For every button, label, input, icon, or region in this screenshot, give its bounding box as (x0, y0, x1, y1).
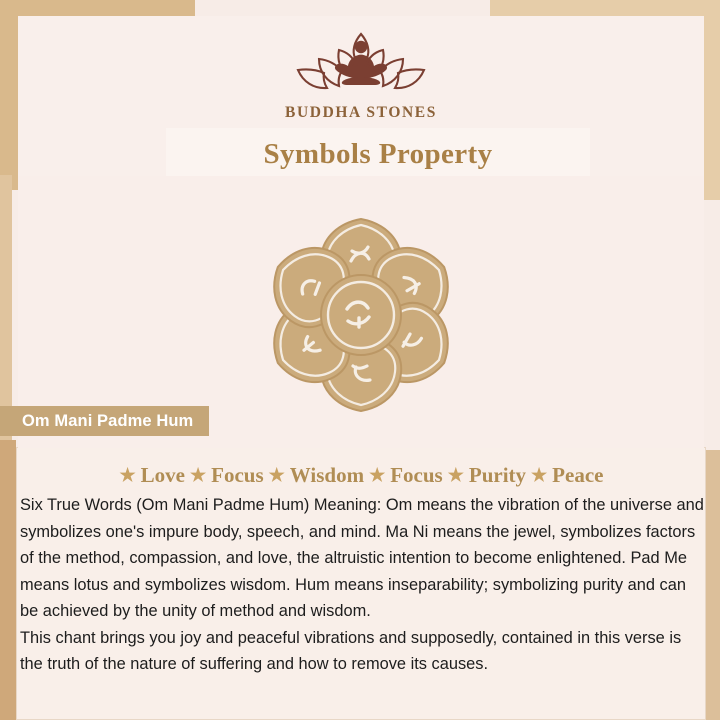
brand-logo (18, 30, 704, 122)
frame-decoration-bottom-right (706, 450, 720, 720)
page-title: Symbols Property (263, 137, 493, 170)
keyword-item (366, 463, 445, 488)
keyword-item (445, 463, 528, 488)
frame-decoration-top-right (490, 0, 720, 16)
keyword-label: Wisdom (289, 462, 365, 487)
keyword-label: Peace (552, 462, 604, 487)
brand-name: BUDDHA STONES (285, 104, 437, 121)
keyword-list (16, 458, 706, 492)
star-icon: ★ (119, 464, 136, 485)
keyword-label: Focus (390, 462, 443, 487)
star-icon: ★ (531, 464, 548, 485)
description-paragraph-2: This chant brings you joy and peaceful vibrations and supposedly, contained in this verse is the truth of the nature of suffering and how to remove its causes. (20, 628, 682, 674)
badge-label: Om Mani Padme Hum (22, 411, 194, 430)
status-badge (0, 406, 209, 436)
star-icon: ★ (268, 464, 285, 485)
star-icon: ★ (190, 464, 207, 485)
keyword-item (117, 463, 187, 488)
description-text (20, 492, 704, 678)
page-title-band (166, 128, 590, 180)
lotus-meditation-icon (286, 30, 436, 100)
keyword-label: Focus (211, 462, 264, 487)
description-paragraph-1: Six True Words (Om Mani Padme Hum) Meaning: Om means the vibration of the universe and symbolizes one's impure body, speech, and mind. Ma Ni means the jewel, symbolizes factors of the method, compassion, and love, the altruistic intention to become enlightened. Pad Me means lotus and symbolizes wisdom. Hum means inseparability; symbolizing purity and can be achieved by the unity of method and wisdom. (20, 496, 704, 621)
star-icon: ★ (369, 464, 386, 485)
star-icon: ★ (447, 464, 464, 485)
frame-decoration-bottom-left (0, 440, 16, 720)
om-mani-padme-hum-lotus-mandala-icon (236, 187, 486, 437)
keyword-item (528, 463, 605, 488)
keyword-item (187, 463, 266, 488)
keyword-label: Purity (468, 462, 527, 487)
keyword-label: Love (140, 462, 185, 487)
frame-decoration-left-upper (0, 0, 18, 190)
keyword-item (266, 463, 366, 488)
frame-decoration-right-upper (704, 0, 720, 200)
page-header (18, 16, 704, 176)
